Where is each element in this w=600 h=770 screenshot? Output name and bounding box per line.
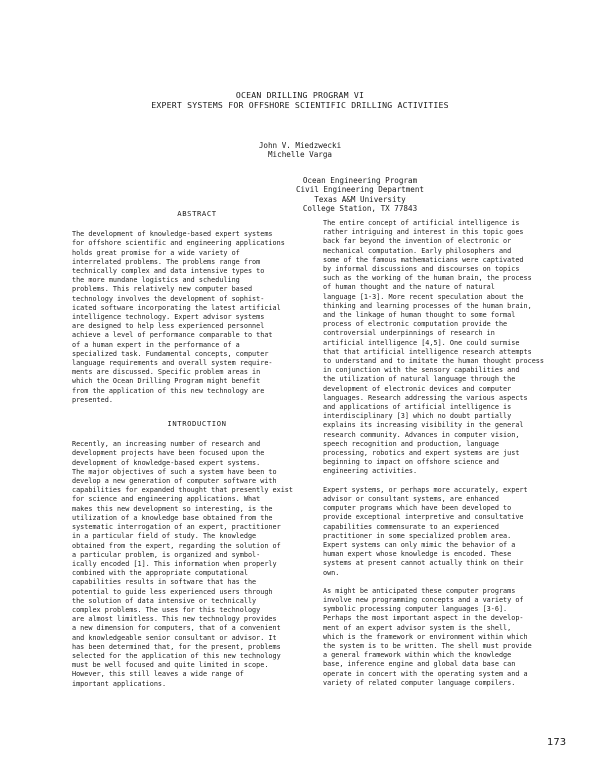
session-title: OCEAN DRILLING PROGRAM VI	[235, 90, 365, 100]
intro-line: for science and engineering applications. What	[72, 495, 261, 504]
body-line: interdisciplinary [3] which no doubt partially	[323, 412, 512, 421]
body-line: some of the famous mathematicians were captivated	[323, 255, 524, 264]
abstract-line: ments are discussed. Specific problem areas in	[72, 368, 261, 377]
body-line: Expert systems, or perhaps more accurately, expert	[323, 485, 528, 494]
body-line: variety of related computer language compilers.	[323, 678, 516, 687]
abstract-line: problems. This relatively new computer based	[72, 285, 253, 294]
body-line: and the linkage of human thought to some formal	[323, 311, 516, 320]
body-line: own.	[323, 568, 340, 577]
body-line: process of electronic computation provide the	[323, 320, 508, 329]
abstract-line: interrelated problems. The problems range from	[72, 257, 261, 266]
body-paragraph-expert-systems	[323, 486, 575, 578]
author-name: John V. Miedzwecki	[258, 141, 342, 150]
affiliation-line: Texas A&M University	[314, 194, 406, 204]
abstract-line: intelligence technology. Expert advisor systems	[72, 313, 265, 322]
introduction-heading: INTRODUCTION	[167, 419, 227, 429]
body-line: advisor or consultant systems, are enhanced	[323, 494, 499, 503]
intro-line: makes this new development so interesting, is the	[72, 504, 273, 513]
body-line: beginning to impact on offshore science and	[323, 458, 499, 467]
body-line: operate in concert with the operating system and a	[323, 669, 528, 678]
abstract-line: the more mundane logistics and scheduling	[72, 276, 240, 285]
abstract-line: specialized task. Fundamental concepts, computer	[72, 349, 269, 358]
body-line: to understand and to imitate the human thought process	[323, 357, 544, 366]
body-line: development of electronic devices and computer	[323, 384, 512, 393]
body-line: engineering activities.	[323, 467, 418, 476]
abstract-body	[72, 230, 322, 405]
intro-line: development projects have been focused upon the	[72, 449, 265, 458]
intro-line: selected for the application of this new technology	[72, 651, 281, 660]
affiliation-block	[120, 176, 600, 213]
body-line: back far beyond the invention of electronic or	[323, 237, 512, 246]
body-line: base, inference engine and global data base can	[323, 660, 516, 669]
abstract-heading: ABSTRACT	[177, 209, 217, 218]
abstract-line: holds great promise for a wide variety of	[72, 248, 240, 257]
paper-header	[60, 90, 540, 110]
body-line: ment of an expert advisor system is the shell,	[323, 623, 512, 632]
intro-line: develop a new generation of computer software with	[72, 477, 277, 486]
body-line: As might be anticipated these computer programs	[323, 586, 516, 595]
intro-line: development of knowledge-based expert systems.	[72, 458, 261, 467]
abstract-line: The development of knowledge-based expert systems	[72, 230, 273, 239]
body-line: languages. Research addressing the various aspects	[323, 393, 528, 402]
body-paragraph-ai	[323, 219, 575, 477]
body-line: research community. Advances in computer vision,	[323, 430, 520, 439]
body-line: that that artificial intelligence research attempts	[323, 347, 532, 356]
body-line: The entire concept of artificial intelligence is	[323, 219, 520, 227]
intro-line: in a particular field of study. The knowledge	[72, 532, 257, 541]
body-line: of human thought and the nature of natural	[323, 283, 495, 292]
body-line: speech recognition and production, language	[323, 439, 499, 448]
body-line: the utilization of natural language through the	[323, 375, 516, 384]
body-line: Expert systems can only mimic the behavior of a	[323, 540, 516, 549]
right-column	[323, 219, 575, 697]
author-list	[60, 141, 540, 160]
body-line: artificial intelligence [4,5]. One could surmise	[323, 338, 520, 347]
body-line: human expert whose knowledge is encoded. These	[323, 550, 512, 559]
intro-line: the solution of data intensive or technically	[72, 596, 257, 605]
abstract-line: language requirements and overall system require-	[72, 359, 273, 368]
intro-line: However, this still leaves a wide range of	[72, 670, 244, 679]
body-line: by informal discussions and discourses on topics	[323, 265, 520, 274]
affiliation-line: Civil Engineering Department	[295, 185, 424, 195]
abstract-line: for offshore scientific and engineering applications	[72, 239, 285, 248]
body-line: in conjunction with the sensory capabilities and	[323, 366, 520, 375]
intro-line: has been determined that, for the present, problems	[72, 642, 281, 651]
intro-line: and knowledgeable senior consultant or advisor. It	[72, 633, 277, 642]
body-line: a general framework within which the knowledge	[323, 651, 512, 660]
body-line: processing, robotics and expert systems are just	[323, 449, 520, 458]
intro-line: are almost limitless. This new technology provides	[72, 615, 277, 624]
abstract-line: achieve a level of performance comparable to that	[72, 331, 273, 340]
body-line: explains its increasing visibility in the general	[323, 421, 524, 430]
intro-line: capabilities results in software that has the	[72, 578, 257, 587]
body-line: such as the working of the human brain, the process	[323, 274, 532, 283]
body-line: computer programs which have been developed to	[323, 504, 512, 513]
body-line: thinking and learning processes of the human brain,	[323, 301, 532, 310]
intro-line: potential to guide less experienced users through	[72, 587, 273, 596]
body-line: mechanical computation. Early philosophers and	[323, 246, 512, 255]
body-line: controversial underpinnings of research in	[323, 329, 495, 338]
intro-line: complex problems. The uses for this technology	[72, 605, 261, 614]
left-column	[72, 209, 322, 698]
body-line: language [1-3]. More recent speculation about the	[323, 292, 524, 301]
introduction-body	[72, 440, 322, 688]
body-line: the system is to be written. The shell must provide	[323, 641, 532, 650]
intro-line: utilization of a knowledge base obtained from the	[72, 513, 273, 522]
intro-line: important applications.	[72, 679, 167, 688]
body-line: systems at present cannot actually think on their	[323, 559, 524, 568]
paper-title: EXPERT SYSTEMS FOR OFFSHORE SCIENTIFIC DRILLING ACTIVITIES	[151, 100, 449, 110]
abstract-line: of a human expert in the performance of a	[72, 340, 240, 349]
body-line: capabilities commensurate to an experienced	[323, 522, 499, 531]
affiliation-line: College Station, TX 77843	[302, 203, 418, 213]
intro-line: The major objectives of such a system have been to	[72, 467, 277, 476]
abstract-line: icated software incorporating the latest artificial	[72, 303, 281, 312]
body-line: provide exceptional interpretive and consultative	[323, 513, 524, 522]
intro-line: Recently, an increasing number of research and	[72, 440, 261, 449]
abstract-line: from the application of this new technology are	[72, 386, 265, 395]
abstract-line: technically complex and data intensive types to	[72, 267, 265, 276]
abstract-line: are designed to help less experienced personnel	[72, 322, 265, 331]
abstract-line: technology involves the development of sophist-	[72, 294, 265, 303]
body-line: symbolic processing computer languages [3-6].	[323, 605, 508, 614]
intro-line: must be well focused and quite limited in scope.	[72, 661, 269, 670]
author-name: Michelle Varga	[267, 150, 332, 160]
body-line: involve new programming concepts and a variety of	[323, 595, 524, 604]
page-number: 173	[547, 737, 567, 748]
intro-line: capabilities for expanded thought that presently exist	[72, 486, 293, 495]
intro-line: a new dimension for computers, that of a convenient	[72, 624, 281, 633]
intro-line: ically encoded [1]. This information when properly	[72, 559, 277, 568]
intro-line: obtained from the expert, regarding the solution of	[72, 541, 281, 550]
body-line: Perhaps the most important aspect in the develop-	[323, 614, 524, 623]
abstract-line: presented.	[72, 395, 113, 404]
body-paragraph-languages	[323, 587, 575, 688]
intro-line: systematic interrogation of an expert, practitioner	[72, 523, 281, 532]
intro-line: a particular problem, is organized and symbol-	[72, 550, 261, 559]
body-line: and applications of artificial intelligence is	[323, 403, 512, 412]
affiliation-line: Ocean Engineering Program	[302, 176, 418, 185]
body-line: rather intriguing and interest in this topic goes	[323, 228, 524, 237]
body-line: practitioner in some specialized problem area.	[323, 531, 512, 540]
body-line: which is the framework or environment within which	[323, 632, 528, 641]
intro-line: combined with the appropriate computational	[72, 569, 248, 578]
abstract-line: which the Ocean Drilling Program might benefit	[72, 377, 261, 386]
